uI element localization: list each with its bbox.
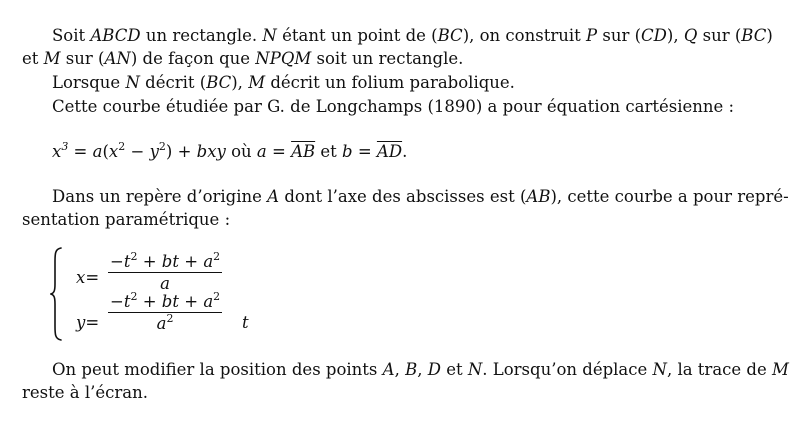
text: Dans un repère d’origine <box>52 187 268 206</box>
segment-ab: $\overline{AB}$ <box>291 142 316 161</box>
text: dont l’axe des abscisses est ( <box>279 187 527 206</box>
y-label: y= <box>76 313 100 332</box>
text: décrit un folium parabolique. <box>265 73 515 92</box>
text: et <box>440 360 468 379</box>
math-q: Q <box>683 26 698 45</box>
text: décrit ( <box>139 73 207 92</box>
text: sur ( <box>597 26 642 45</box>
math-p: P <box>586 26 598 45</box>
math-bc: BC <box>741 26 767 45</box>
math-b: B <box>405 360 418 379</box>
text: Soit <box>52 26 91 45</box>
text: . Lorsqu’on déplace <box>482 360 653 379</box>
math-m: M <box>771 360 789 379</box>
y-fraction <box>108 292 222 333</box>
math-n: N <box>652 360 667 379</box>
math-n: N <box>125 73 140 92</box>
math-bc: BC <box>206 73 232 92</box>
math-m: M <box>248 73 266 92</box>
math-cd: CD <box>641 26 667 45</box>
text: ), <box>666 26 684 45</box>
text: ), on construit <box>462 26 586 45</box>
fraction-bar <box>108 272 222 273</box>
math-n: N <box>262 26 277 45</box>
y-numerator: $-t^2$ + bt + $a^2$ <box>110 290 221 311</box>
text: On peut modifier la position des points <box>52 360 383 379</box>
math-an: AN <box>104 49 131 68</box>
x-numerator: $-t^2$ + bt + $a^2$ <box>110 250 221 271</box>
text: ), cette courbe a pour repré- <box>550 187 789 206</box>
segment-ad: $\overline{AD}$ <box>376 142 403 161</box>
text: un rectangle. <box>140 26 263 45</box>
math-m: M <box>43 49 61 68</box>
paragraph-3: Cette courbe étudiée par G. de Longchamps (1890) a pour équation cartésienne : <box>52 97 735 116</box>
fraction-bar <box>108 312 222 313</box>
math-a: A <box>382 360 395 379</box>
x-fraction <box>108 252 222 293</box>
math-bc: BC <box>437 26 463 45</box>
text: , <box>417 360 428 379</box>
text: ) <box>766 26 773 45</box>
paragraph-1-line-1 <box>52 26 773 46</box>
math-npqm: NPQM <box>255 49 312 68</box>
paragraph-4-line-1 <box>52 187 789 207</box>
math-a: A <box>267 187 280 206</box>
text: sur ( <box>697 26 742 45</box>
text: soit un rectangle. <box>311 49 464 68</box>
text: Lorsque <box>52 73 126 92</box>
left-brace-icon <box>50 246 64 342</box>
y-denominator: $a^2$ <box>156 312 174 333</box>
cartesian-equation: $x^3 = a(x^2 - y^2)$ + bxy où $a = \overline{AB}$ et $b = \overline{AD}$. <box>52 140 408 161</box>
text: ) de façon que <box>130 49 256 68</box>
y-tail: t <box>242 313 249 332</box>
parametric-system <box>50 246 270 346</box>
x-denominator: a <box>160 274 170 293</box>
text: sur ( <box>60 49 105 68</box>
text: étant un point de ( <box>276 26 438 45</box>
text: , la trace de <box>666 360 772 379</box>
text: , <box>394 360 406 379</box>
text: et <box>22 49 44 68</box>
paragraph-4-line-2: sentation paramétrique : <box>22 210 231 229</box>
math-d: D <box>427 360 441 379</box>
math-n: N <box>467 360 483 379</box>
math-ab: AB <box>526 187 551 206</box>
paragraph-1-line-2 <box>22 49 463 69</box>
paragraph-5-line-2: reste à l’écran. <box>22 383 148 402</box>
text: ), <box>231 73 249 92</box>
paragraph-2 <box>52 73 515 93</box>
x-label: x= <box>76 268 100 287</box>
paragraph-5-line-1 <box>52 360 789 380</box>
math-abcd: ABCD <box>90 26 141 45</box>
